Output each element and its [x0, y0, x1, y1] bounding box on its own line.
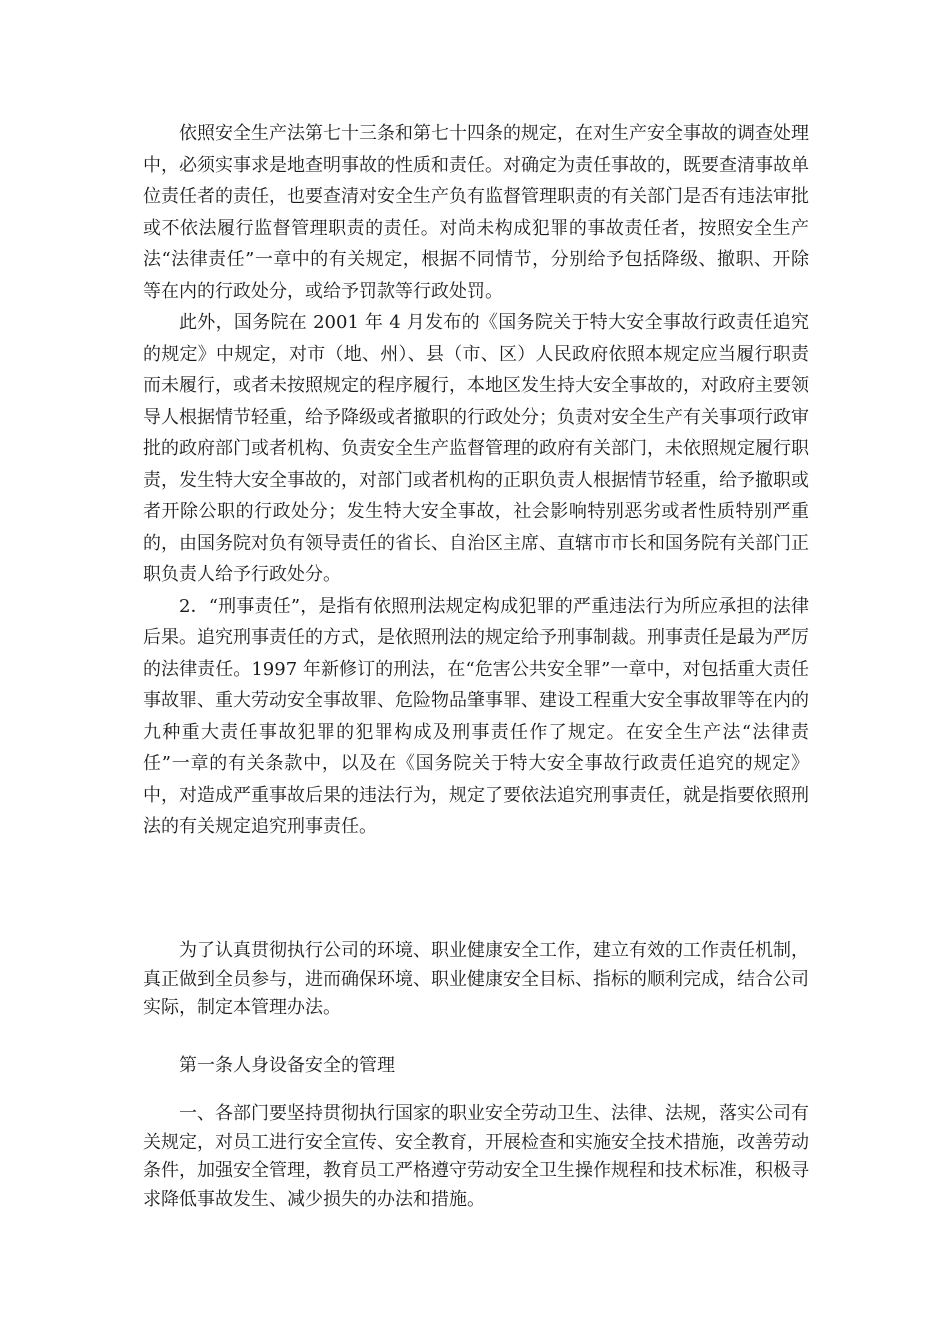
paragraph-criminal-liability: 2．“刑事责任”，是指有依照刑法规定构成犯罪的严重违法行为所应承担的法律后果。追究刑事责任的方式，是依照刑法的规定给予刑事制裁。刑事责任是最为严厉的法律责任。1997 年新修订的刑法，在“危害公共安全罪”一章中，对包括重大责任事故罪、重大劳动安全事故罪、危险物品肇事罪、建设工程重大安全事故罪等在内的九种重大责任事故犯罪的犯罪构成及刑事责任作了规定。在安全生产法“法律责任”一章的有关条款中，以及在《国务院关于特大安全事故行政责任追究的规定》中，对造成严重事故后果的违法行为，规定了要依法追究刑事责任，就是指要依照刑法的有关规定追究刑事责任。 [143, 595, 809, 837]
paragraph-intro: 为了认真贯彻执行公司的环境、职业健康安全工作，建立有效的工作责任机制，真正做到全员参与，进而确保环境、职业健康安全目标、指标的顺利完成，结合公司实际，制定本管理办法。 [143, 940, 809, 1018]
legal-liability-section [143, 118, 809, 843]
paragraph-state-council-rules: 此外，国务院在 2001 年 4 月发布的《国务院关于特大安全事故行政责任追究的规定》中规定，对市（地、州）、县（市、区）人民政府依照本规定应当履行职责而未履行，或者未按照规定的程序履行，本地区发生持大安全事故的，对政府主要领导人根据情节轻重，给予降级或者撤职的行政处分；负责对安全生产有关事项行政审批的政府部门或者机构、负责安全生产监督管理的政府有关部门，未依照规定履行职责，发生特大安全事故的，对部门或者机构的正职负责人根据情节轻重，给予撤职或者开除公职的行政处分；发生特大安全事故，社会影响特别恶劣或者性质特别严重的，由国务院对负有领导责任的省长、自治区主席、直辖市市长和国务院有关部门正职负责人给予行政处分。 [143, 312, 809, 585]
intro-section [143, 937, 809, 1023]
article-item-section [143, 1100, 809, 1214]
article-heading-section [143, 1052, 809, 1081]
paragraph-investigation: 依照安全生产法第七十三条和第七十四条的规定，在对生产安全事故的调查处理中，必须实事求是地查明事故的性质和责任。对确定为责任事故的，既要查清事故单位责任者的责任，也要查清对安全生产负有监督管理职责的有关部门是否有违法审批或不依法履行监督管理职责的责任。对尚未构成犯罪的事故责任者，按照安全生产法“法律责任”一章中的有关规定，根据不同情节，分别给予包括降级、撤职、开除等在内的行政处分，或给予罚款等行政处罚。 [143, 123, 809, 302]
article-heading: 第一条人身设备安全的管理 [179, 1055, 395, 1076]
article-item-1: 一、各部门要坚持贯彻执行国家的职业安全劳动卫生、法律、法规，落实公司有关规定，对员工进行安全宣传、安全教育，开展检查和实施安全技术措施，改善劳动条件，加强安全管理，教育员工严格遵守劳动安全卫生操作规程和技术标准，积极寻求降低事故发生、减少损失的办法和措施。 [143, 1103, 809, 1210]
